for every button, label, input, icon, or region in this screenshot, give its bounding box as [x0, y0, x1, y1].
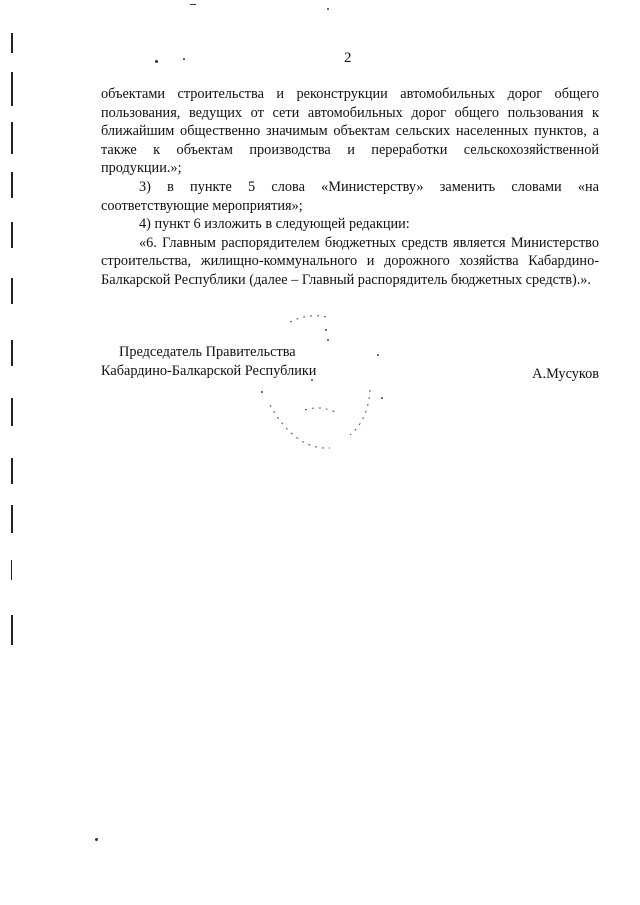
paragraph-continuation: объектами строительства и реконструкции автомобильных дорог общего пользования, ведущих от сети автомобильных дорог общего пользования к ближайшим общественно значимым объектам сельских населенных пунктов, а также к объектам производства и переработки сельскохозяйственной продукции.»; [101, 86, 599, 177]
scan-dot [95, 838, 98, 841]
signatory-name: А.Мусуков [532, 366, 599, 382]
scan-artifact [11, 340, 13, 366]
scan-dot [183, 58, 185, 60]
scan-artifact [11, 172, 13, 198]
page-number: 2 [344, 50, 352, 66]
signatory-title-line2: Кабардино-Балкарской Республики [101, 362, 317, 379]
scan-artifact [11, 72, 13, 106]
scan-dot [327, 8, 329, 10]
scan-artifact [11, 505, 13, 533]
document-body [101, 85, 599, 290]
scan-artifact [11, 615, 13, 645]
scan-dot [190, 4, 196, 5]
scan-artifact [11, 278, 13, 304]
scan-artifact [11, 458, 13, 484]
scan-artifact [11, 222, 13, 248]
signatory-title-line1: Председатель Правительства [119, 344, 296, 360]
scan-artifact [11, 33, 13, 53]
stamp-trace [250, 310, 400, 460]
scan-dot [155, 60, 158, 63]
scan-artifact [11, 122, 13, 154]
paragraph-item-6-text: «6. Главным распорядителем бюджетных средств является Министерство строительства, жилищно-коммунального и дорожного хозяйства Кабардино-Балкарской Республики (далее – Главный распорядитель бюджетных средств).». [101, 234, 599, 288]
scan-artifact [11, 398, 13, 426]
scan-artifact [11, 560, 12, 580]
paragraph-item-4: 4) пункт 6 изложить в следующей редакции: [139, 216, 410, 233]
paragraph-item-3: 3) в пункте 5 слова «Министерству» заменить словами «на соответствующие мероприятия»; [101, 178, 599, 214]
